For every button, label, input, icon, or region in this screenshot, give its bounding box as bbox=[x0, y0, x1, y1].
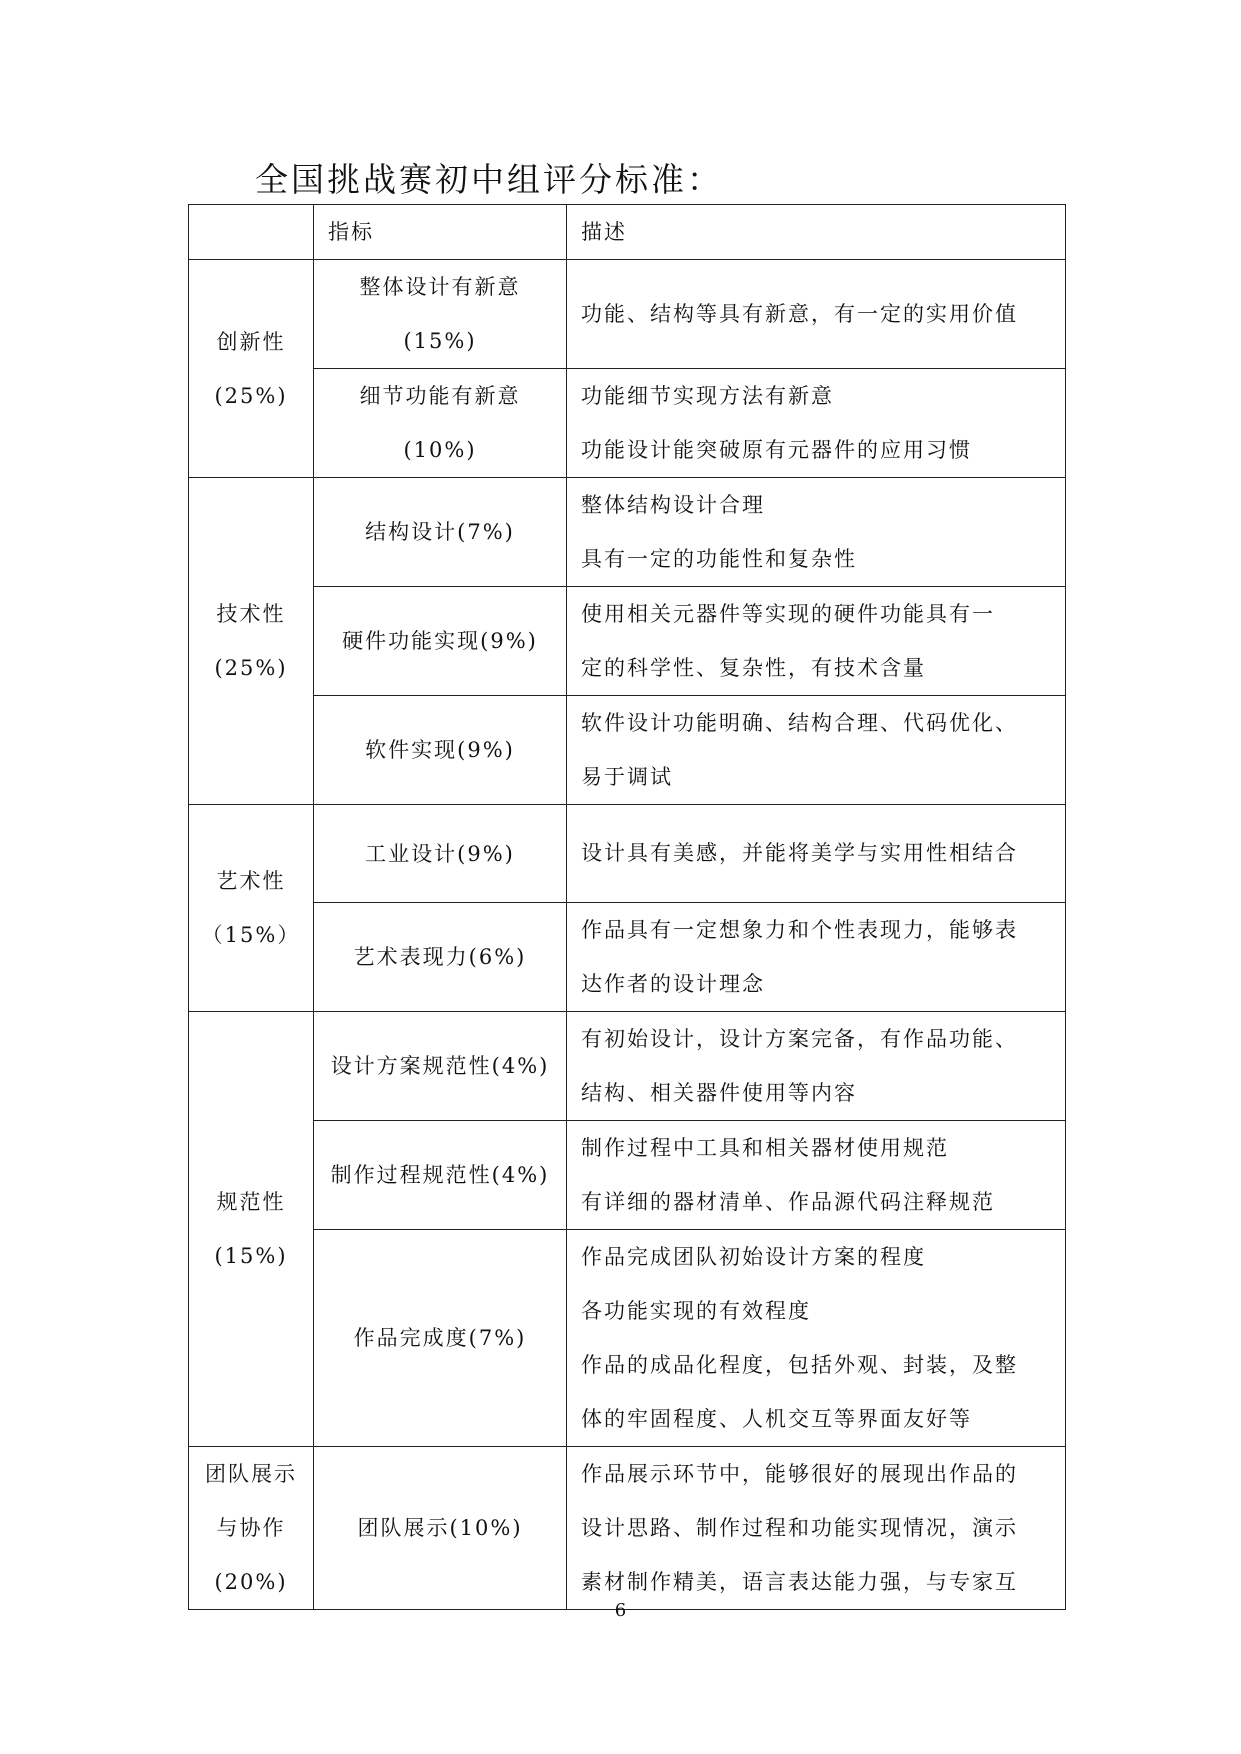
cell-line: 有初始设计，设计方案完备，有作品功能、 bbox=[581, 1027, 1018, 1051]
cell-line: 规范性 bbox=[216, 1190, 286, 1214]
description-cell bbox=[567, 369, 1066, 478]
indicator-cell bbox=[314, 1012, 567, 1121]
cell-line: 作品具有一定想象力和个性表现力，能够表 bbox=[581, 918, 1018, 942]
cell-line: 整体结构设计合理 bbox=[581, 493, 765, 517]
cell-line: 软件实现(9%) bbox=[365, 738, 515, 762]
cell-line: 作品完成团队初始设计方案的程度 bbox=[581, 1245, 926, 1269]
table-row bbox=[189, 1012, 1066, 1121]
cell-line: 具有一定的功能性和复杂性 bbox=[581, 547, 857, 571]
cell-line: (20%) bbox=[214, 1570, 288, 1594]
cell-line: 素材制作精美，语言表达能力强，与专家互 bbox=[581, 1570, 1018, 1594]
table-row bbox=[189, 478, 1066, 587]
description-cell bbox=[567, 260, 1066, 369]
cell-line: 创新性 bbox=[216, 329, 286, 354]
description-cell bbox=[567, 587, 1066, 696]
table-row bbox=[189, 1447, 1066, 1610]
cell-line: (15%) bbox=[214, 1244, 288, 1268]
cell-line: 各功能实现的有效程度 bbox=[581, 1299, 811, 1323]
cell-line: 技术性 bbox=[216, 602, 286, 626]
header-cell-indicator: 指标 bbox=[314, 205, 567, 260]
cell-line: 作品的成品化程度，包括外观、封装，及整 bbox=[581, 1353, 1018, 1377]
cell-line: 体的牢固程度、人机交互等界面友好等 bbox=[581, 1407, 972, 1431]
page-title: 全国挑战赛初中组评分标准： bbox=[255, 160, 723, 199]
indicator-cell bbox=[314, 696, 567, 805]
cell-line: 使用相关元器件等实现的硬件功能具有一 bbox=[581, 602, 995, 626]
header-cell-description: 描述 bbox=[567, 205, 1066, 260]
indicator-cell bbox=[314, 903, 567, 1012]
cell-line: (25%) bbox=[214, 383, 288, 408]
description-cell bbox=[567, 1121, 1066, 1230]
table-row bbox=[189, 696, 1066, 805]
header-cell-dimension bbox=[189, 205, 314, 260]
table-row bbox=[189, 1230, 1066, 1447]
dimension-cell bbox=[189, 1447, 314, 1610]
table-row bbox=[189, 1121, 1066, 1230]
cell-line: 整体设计有新意 bbox=[359, 275, 521, 299]
scoring-table bbox=[188, 204, 1066, 1610]
cell-line: (15%) bbox=[403, 329, 477, 353]
dimension-cell bbox=[189, 805, 314, 1012]
table-row bbox=[189, 260, 1066, 369]
cell-line: 定的科学性、复杂性，有技术含量 bbox=[581, 656, 926, 680]
table-header-row bbox=[189, 205, 1066, 260]
description-cell bbox=[567, 903, 1066, 1012]
dimension-cell bbox=[189, 260, 314, 478]
cell-line: 结构、相关器件使用等内容 bbox=[581, 1081, 857, 1105]
indicator-cell bbox=[314, 805, 567, 903]
indicator-cell bbox=[314, 1121, 567, 1230]
cell-line: 制作过程中工具和相关器材使用规范 bbox=[581, 1136, 949, 1160]
cell-line: 设计思路、制作过程和功能实现情况，演示 bbox=[581, 1516, 1018, 1540]
cell-line: 功能、结构等具有新意，有一定的实用价值 bbox=[581, 301, 1018, 326]
cell-line: 艺术性 bbox=[216, 869, 286, 893]
description-cell bbox=[567, 1012, 1066, 1121]
table-row bbox=[189, 903, 1066, 1012]
cell-line: 易于调试 bbox=[581, 765, 673, 789]
cell-line: （15%） bbox=[201, 923, 301, 947]
description-cell bbox=[567, 805, 1066, 903]
indicator-cell bbox=[314, 1447, 567, 1610]
cell-line: 团队展示(10%) bbox=[357, 1516, 523, 1540]
cell-line: 功能细节实现方法有新意 bbox=[581, 384, 834, 408]
cell-line: (25%) bbox=[214, 656, 288, 680]
cell-line: 团队展示 bbox=[205, 1462, 297, 1486]
table-row bbox=[189, 369, 1066, 478]
indicator-cell bbox=[314, 1230, 567, 1447]
cell-line: 艺术表现力(6%) bbox=[353, 945, 527, 969]
dimension-cell bbox=[189, 478, 314, 805]
table-row bbox=[189, 805, 1066, 903]
description-cell bbox=[567, 696, 1066, 805]
cell-line: 达作者的设计理念 bbox=[581, 972, 765, 996]
cell-line: 设计具有美感，并能将美学与实用性相结合 bbox=[581, 841, 1018, 865]
cell-line: 作品展示环节中，能够很好的展现出作品的 bbox=[581, 1462, 1018, 1486]
indicator-cell bbox=[314, 587, 567, 696]
table-row bbox=[189, 587, 1066, 696]
cell-line: 与协作 bbox=[216, 1516, 286, 1540]
description-cell bbox=[567, 1447, 1066, 1610]
cell-line: (10%) bbox=[403, 438, 477, 462]
description-cell bbox=[567, 478, 1066, 587]
cell-line: 有详细的器材清单、作品源代码注释规范 bbox=[581, 1190, 995, 1214]
cell-line: 软件设计功能明确、结构合理、代码优化、 bbox=[581, 711, 1018, 735]
dimension-cell bbox=[189, 1012, 314, 1447]
indicator-cell bbox=[314, 369, 567, 478]
page-number: 6 bbox=[614, 1600, 627, 1621]
cell-line: 作品完成度(7%) bbox=[353, 1326, 527, 1350]
cell-line: 硬件功能实现(9%) bbox=[342, 629, 538, 653]
indicator-cell bbox=[314, 260, 567, 369]
cell-line: 工业设计(9%) bbox=[365, 841, 515, 866]
scoring-table-body bbox=[189, 205, 1066, 1610]
cell-line: 制作过程规范性(4%) bbox=[330, 1163, 550, 1187]
cell-line: 功能设计能突破原有元器件的应用习惯 bbox=[581, 438, 972, 462]
indicator-cell bbox=[314, 478, 567, 587]
cell-line: 细节功能有新意 bbox=[359, 384, 521, 408]
cell-line: 设计方案规范性(4%) bbox=[330, 1054, 550, 1078]
description-cell bbox=[567, 1230, 1066, 1447]
cell-line: 结构设计(7%) bbox=[365, 520, 515, 544]
